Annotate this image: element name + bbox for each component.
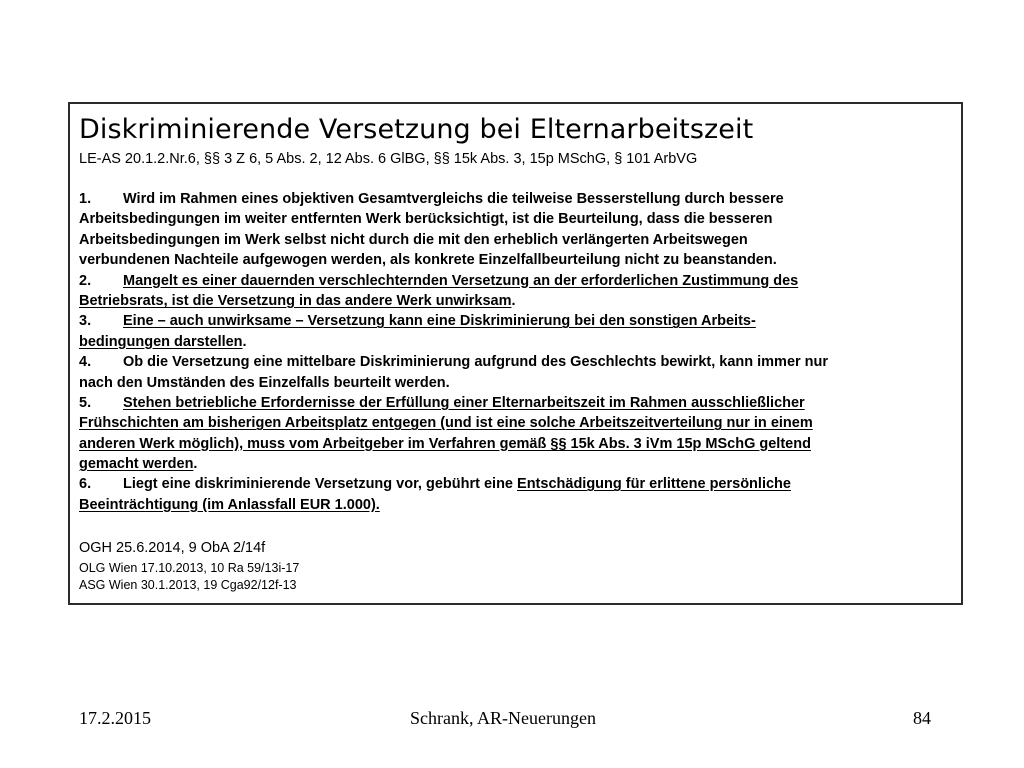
point-4 bbox=[79, 352, 959, 372]
point-text-underlined: gemacht werden bbox=[79, 456, 194, 473]
slide-title: Diskriminierende Versetzung bei Elternarbeitszeit bbox=[79, 114, 754, 145]
point-text-underlined: anderen Werk möglich), muss vom Arbeitgeber im Verfahren gemäß §§ 15k Abs. 3 iVm 15p MSchG geltend bbox=[79, 435, 811, 452]
point-text-underlined: Mangelt es einer dauernden verschlechternden Versetzung an der erforderlichen Zustimmung des bbox=[123, 272, 799, 289]
point-number: 6. bbox=[79, 476, 92, 493]
point-text: . bbox=[193, 456, 198, 473]
point-text: Liegt eine diskriminierende Versetzung vor, gebührt eine bbox=[123, 476, 518, 493]
point-1-continued bbox=[79, 209, 959, 229]
citation-olg: OLG Wien 17.10.2013, 10 Ra 59/13i-17 bbox=[79, 561, 300, 575]
point-text-underlined: Eine – auch unwirksame – Versetzung kann eine Diskriminierung bei den sonstigen Arbeits- bbox=[123, 313, 756, 330]
point-text: verbundenen Nachteile aufgewogen werden, als konkrete Einzelfallbeurteilung nicht zu beanstanden. bbox=[79, 252, 777, 269]
point-4-continued bbox=[79, 373, 959, 393]
point-text: . bbox=[511, 292, 516, 309]
citation-ogh: OGH 25.6.2014, 9 ObA 2/14f bbox=[79, 540, 266, 556]
point-text-underlined: bedingungen darstellen bbox=[79, 333, 243, 350]
point-number: 4. bbox=[79, 354, 92, 371]
point-text: nach den Umständen des Einzelfalls beurteilt werden. bbox=[79, 374, 450, 391]
point-1 bbox=[79, 189, 959, 209]
citation-asg: ASG Wien 30.1.2013, 19 Cga92/12f-13 bbox=[79, 578, 297, 592]
point-2 bbox=[79, 271, 959, 291]
point-text-underlined: Entschädigung für erlittene persönliche bbox=[517, 476, 791, 493]
point-text-underlined: Beeinträchtigung (im Anlassfall EUR 1.000). bbox=[79, 496, 380, 513]
point-5-continued bbox=[79, 434, 959, 454]
point-text: Wird im Rahmen eines objektiven Gesamtvergleichs die teilweise Besserstellung durch bessere bbox=[123, 191, 784, 207]
point-3-continued bbox=[79, 332, 959, 352]
point-2-continued bbox=[79, 291, 959, 311]
point-text: Arbeitsbedingungen im Werk selbst nicht durch die mit den erheblich verlängerten Arbeitswegen bbox=[79, 231, 748, 248]
point-text: Ob die Versetzung eine mittelbare Diskriminierung aufgrund des Geschlechts bewirkt, kann immer nur bbox=[123, 354, 829, 371]
footer-date: 17.2.2015 bbox=[79, 708, 151, 728]
point-number: 5. bbox=[79, 394, 92, 411]
point-6-continued bbox=[79, 495, 959, 515]
point-text-underlined: Frühschichten am bisherigen Arbeitsplatz entgegen (und ist eine solche Arbeitszeitverteilung nur in einem bbox=[79, 415, 813, 432]
legal-reference: LE-AS 20.1.2.Nr.6, §§ 3 Z 6, 5 Abs. 2, 12 Abs. 6 GlBG, §§ 15k Abs. 3, 15p MSchG, § 101 ArbVG bbox=[79, 151, 698, 167]
point-1-continued bbox=[79, 250, 959, 270]
point-5-continued bbox=[79, 454, 959, 474]
point-text-underlined: Betriebsrats, ist die Versetzung in das andere Werk unwirksam bbox=[79, 292, 512, 309]
footer-presentation-title: Schrank, AR-Neuerungen bbox=[410, 708, 596, 728]
decision-points bbox=[79, 189, 959, 515]
point-5 bbox=[79, 393, 959, 413]
point-number: 1. bbox=[79, 191, 92, 207]
point-number: 3. bbox=[79, 313, 92, 330]
point-text: Arbeitsbedingungen im weiter entfernten Werk berücksichtigt, ist die Beurteilung, dass die besseren bbox=[79, 211, 773, 228]
point-3 bbox=[79, 311, 959, 331]
point-number: 2. bbox=[79, 272, 92, 289]
point-1-continued bbox=[79, 230, 959, 250]
point-5-continued bbox=[79, 413, 959, 433]
point-text: . bbox=[242, 333, 247, 350]
footer-page-number: 84 bbox=[913, 708, 931, 728]
point-text-underlined: Stehen betriebliche Erfordernisse der Erfüllung einer Elternarbeitszeit im Rahmen ausschließlicher bbox=[123, 394, 805, 411]
point-6 bbox=[79, 474, 959, 494]
